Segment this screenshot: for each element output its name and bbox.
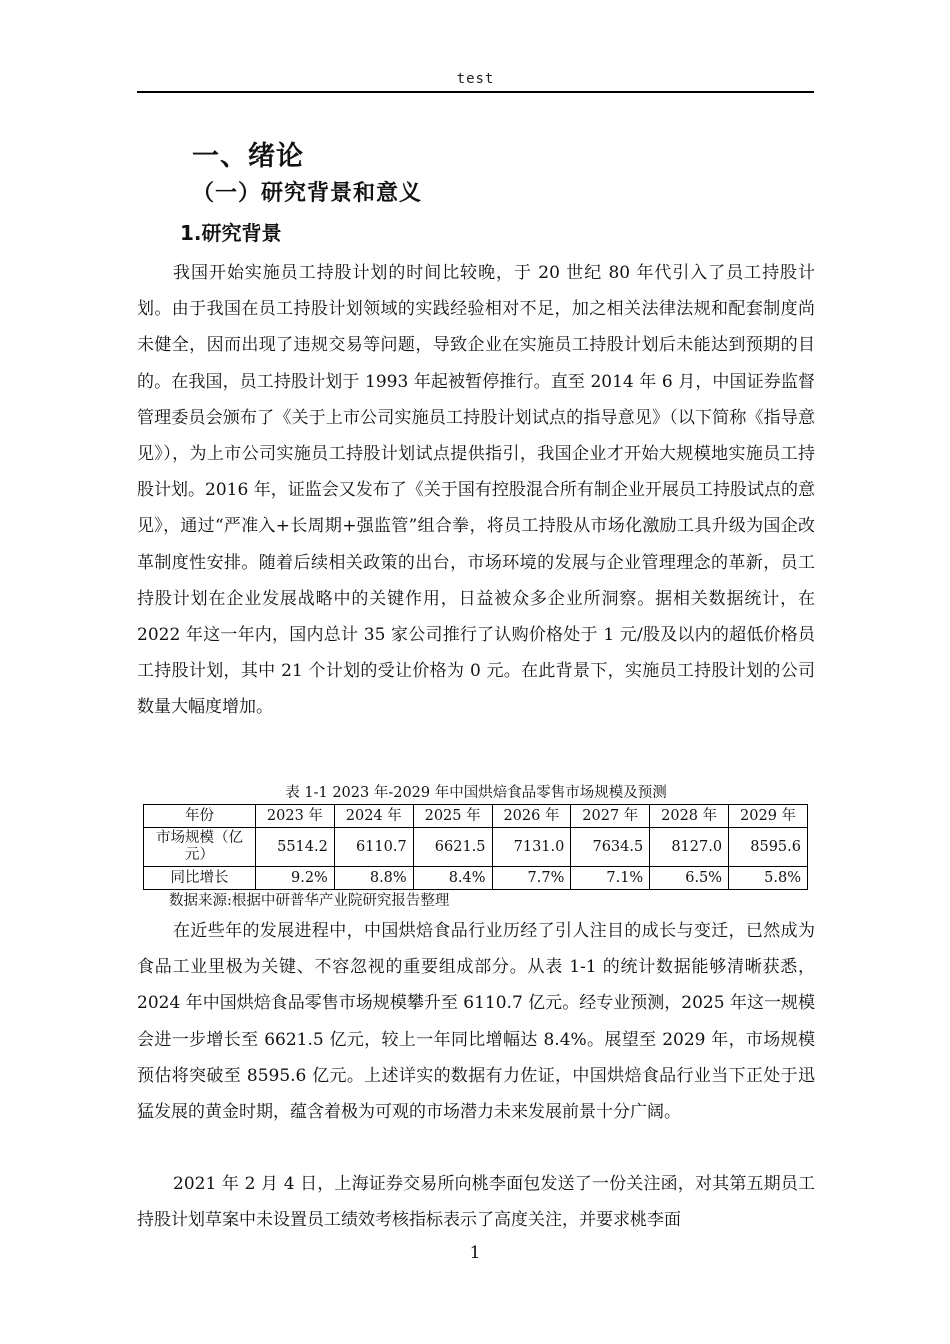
table-cell: 7634.5 [571,828,650,867]
row-label: 市场规模（亿元） [144,828,256,867]
table-cell: 7.7% [492,867,571,890]
market-size-table [143,804,808,890]
header-rule [137,91,814,93]
body-paragraph: 在近些年的发展进程中，中国烘焙食品行业历经了引人注目的成长与变迁，已然成为食品工业里极为关键、不容忽视的重要组成部分。从表 1-1 的统计数据能够清晰获悉，2024 年中国烘焙食品零售市场规模攀升至 6110.7 亿元。经专业预测，2025 年这一规模会进一步增长至 6621.5 亿元，较上一年同比增幅达 8.4%。展望至 2029 年，市场规模预估将突破至 8595.6 亿元。上述详实的数据有力佐证，中国烘焙食品行业当下正处于迅猛发展的黄金时期，蕴含着极为可观的市场潜力未来发展前景十分广阔。 [137,921,815,1123]
table-cell: 8.4% [413,867,492,890]
table-header-cell: 2027 年 [571,805,650,828]
table-cell: 9.2% [256,867,335,890]
table-cell: 5.8% [729,867,808,890]
table-header-cell: 2023 年 [256,805,335,828]
table-header-cell: 2025 年 [413,805,492,828]
row-label: 同比增长 [144,867,256,890]
table-header-row [144,805,808,828]
table-cell: 6.5% [650,867,729,890]
table-row [144,828,808,867]
table-source-note: 数据来源:根据中研普华产业院研究报告整理 [169,893,450,909]
table-header-cell: 年份 [144,805,256,828]
table-cell: 6110.7 [334,828,413,867]
table-cell: 8127.0 [650,828,729,867]
page-header: test [456,71,495,87]
body-paragraph: 我国开始实施员工持股计划的时间比较晚，于 20 世纪 80 年代引入了员工持股计划。由于我国在员工持股计划领域的实践经验相对不足，加之相关法律法规和配套制度尚未健全，因而出现了违规交易等问题，导致企业在实施员工持股计划后未能达到预期的目的。在我国，员工持股计划于 1993 年起被暂停推行。直至 2014 年 6 月，中国证券监督管理委员会颁布了《关于上市公司实施员工持股计划试点的指导意见》（以下简称《指导意见》），为上市公司实施员工持股计划试点提供指引，我国企业才开始大规模地实施员工持股计划。2016 年，证监会又发布了《关于国有控股混合所有制企业开展员工持股试点的意见》，通过“严准入+长周期+强监管”组合拳，将员工持股从市场化激励工具升级为国企改革制度性安排。随着后续相关政策的出台，市场环境的发展与企业管理理念的革新，员工持股计划在企业发展战略中的关键作用，日益被众多企业所洞察。据相关数据统计，在 2022 年这一年内，国内总计 35 家公司推行了认购价格处于 1 元/股及以内的超低价格员工持股计划，其中 21 个计划的受让价格为 0 元。在此背景下，实施员工持股计划的公司数量大幅度增加。 [137,263,815,718]
page-number: 1 [469,1243,481,1263]
subsection-heading: 1.研究背景 [180,221,282,245]
table-cell: 7131.0 [492,828,571,867]
table-header-cell: 2029 年 [729,805,808,828]
table-cell: 5514.2 [256,828,335,867]
body-paragraph: 2021 年 2 月 4 日，上海证券交易所向桃李面包发送了一份关注函，对其第五期员工持股计划草案中未设置员工绩效考核指标表示了高度关注，并要求桃李面 [137,1174,815,1231]
table-caption: 表 1-1 2023 年-2029 年中国烘焙食品零售市场规模及预测 [285,785,667,801]
table-header-cell: 2024 年 [334,805,413,828]
table-header-cell: 2028 年 [650,805,729,828]
table-row [144,867,808,890]
chapter-heading: 一、绪论 [192,141,304,172]
table-header-cell: 2026 年 [492,805,571,828]
table-cell: 8595.6 [729,828,808,867]
table-cell: 7.1% [571,867,650,890]
table-cell: 8.8% [334,867,413,890]
table-cell: 6621.5 [413,828,492,867]
section-heading: （一）研究背景和意义 [192,181,423,206]
